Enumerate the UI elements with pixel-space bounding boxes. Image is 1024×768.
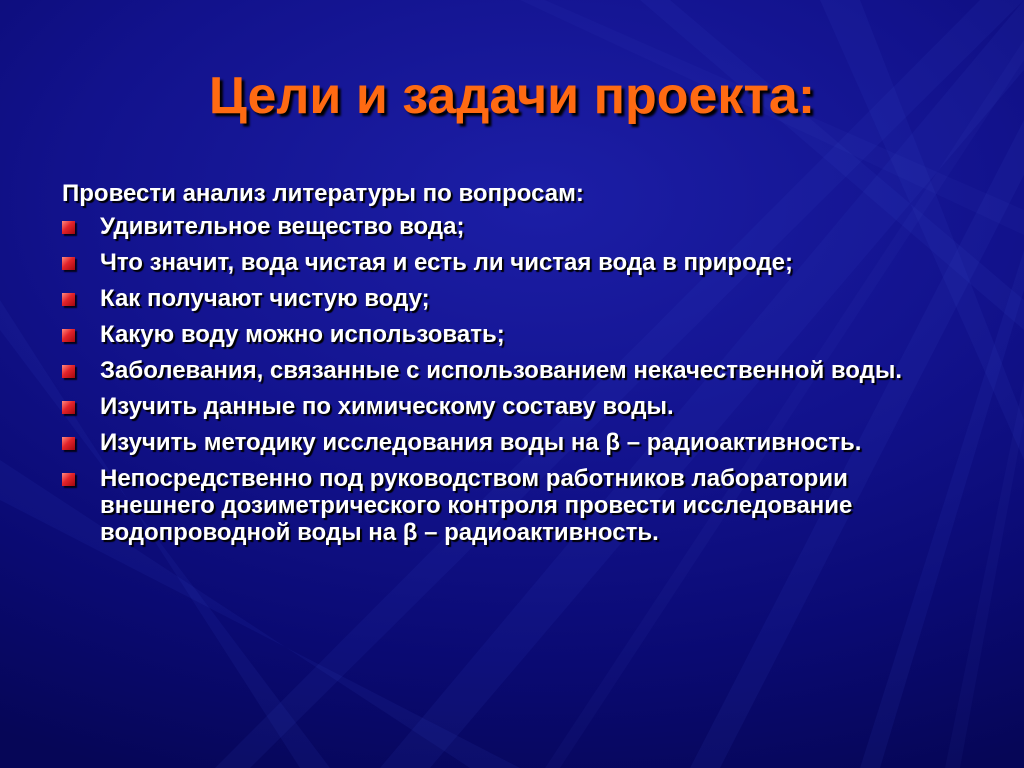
bullet-item xyxy=(62,465,962,546)
bullet-text: Изучить методику исследования воды на β – радиоактивность. xyxy=(100,429,862,456)
bullet-square-icon xyxy=(62,401,75,414)
bullet-square-icon xyxy=(62,257,75,270)
intro-text: Провести анализ литературы по вопросам: xyxy=(62,180,584,207)
bullet-item xyxy=(62,429,962,456)
bullet-square-icon xyxy=(62,473,75,486)
bullet-text: Изучить данные по химическому составу воды. xyxy=(100,393,674,420)
bullet-square-icon xyxy=(62,329,75,342)
bullet-item xyxy=(62,285,962,312)
bullet-square-icon xyxy=(62,293,75,306)
bullet-text: Что значит, вода чистая и есть ли чистая вода в природе; xyxy=(100,249,794,276)
bullet-text: Удивительное вещество вода; xyxy=(100,213,465,240)
bullet-square-icon xyxy=(62,437,75,450)
bullet-item xyxy=(62,321,962,348)
bullet-square-icon xyxy=(62,365,75,378)
bullet-text: Непосредственно под руководством работников лаборатории внешнего дозиметрического контроля провести исследование водопроводной воды на β – радиоактивность. xyxy=(100,465,853,546)
bullet-item xyxy=(62,213,962,240)
slide-body xyxy=(62,180,962,555)
bullet-text: Как получают чистую воду; xyxy=(100,285,430,312)
bullet-text: Какую воду можно использовать; xyxy=(100,321,505,348)
bullet-item xyxy=(62,249,962,276)
bullet-text: Заболевания, связанные с использованием некачественной воды. xyxy=(100,357,903,384)
bullet-list xyxy=(62,213,962,546)
bullet-square-icon xyxy=(62,221,75,234)
bullet-item xyxy=(62,357,962,384)
slide-title: Цели и задачи проекта: xyxy=(208,67,816,125)
bullet-item xyxy=(62,393,962,420)
